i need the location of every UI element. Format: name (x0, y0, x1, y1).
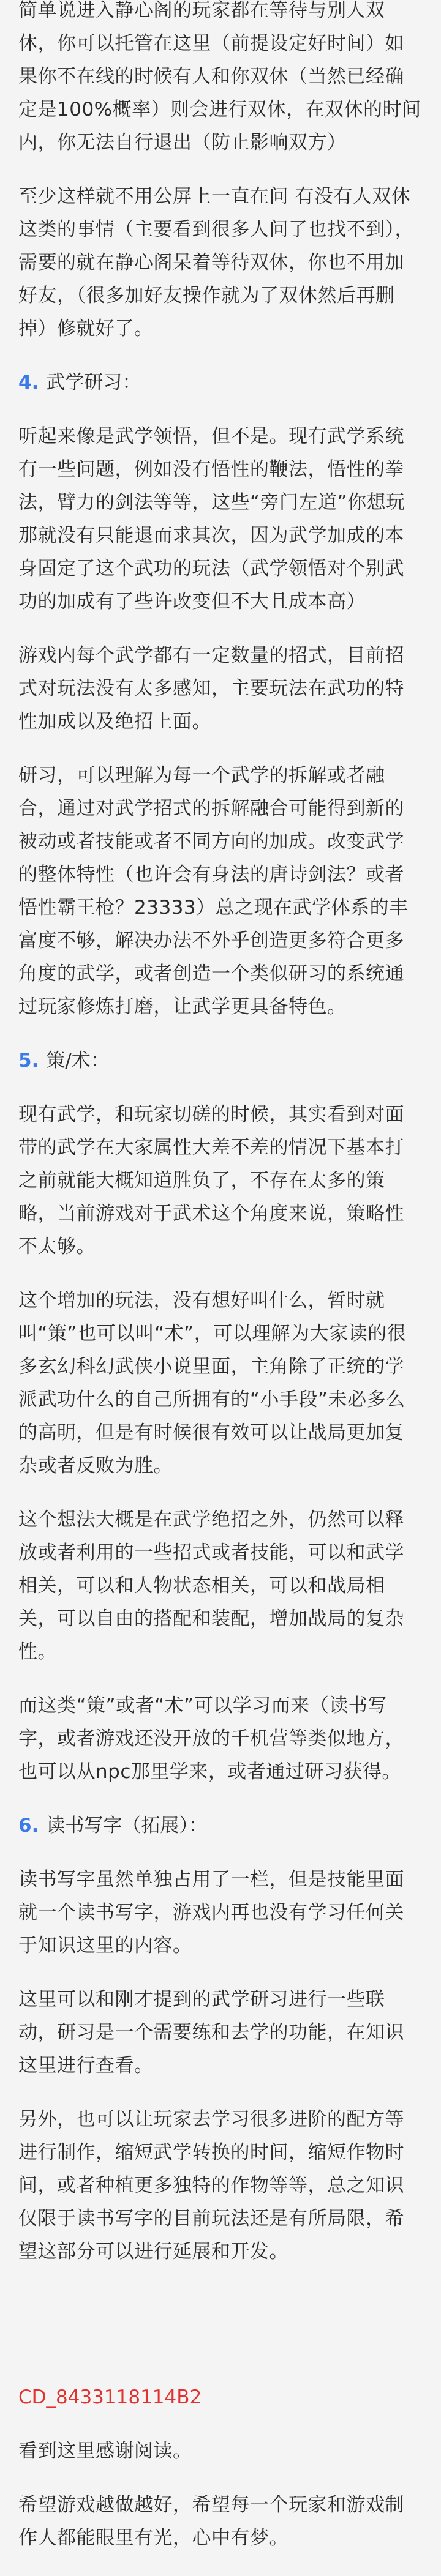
paragraph: 听起来像是武学领悟，但不是。现有武学系统有一些问题，例如没有悟性的鞭法，悟性的拳法，臂力的剑法等等，这些“旁门左道”你想玩那就没有只能退而求其次，因为武学加成的本身固定了这个武功的玩法（武学领悟对个别武功的加成有了些许改变但不大且成本高） (18, 425, 405, 613)
paragraph: 这里可以和刚才提到的武学研习进行一些联动，研习是一个需要练和去学的功能，在知识这里进行查看。 (18, 1988, 404, 2077)
section-number: 5. (18, 1050, 39, 1072)
blank-space (18, 2289, 423, 2381)
section-number: 6. (18, 1815, 39, 1837)
section-title: 读书写字（拓展）： (46, 1815, 208, 1837)
id-tag: CD_8433118114B2 (18, 2386, 202, 2408)
paragraph: 读书写字虽然单独占用了一栏，但是技能里面就一个读书写字，游戏内再也没有学习任何关于知识这里的内容。 (18, 1869, 404, 1957)
paragraph: 游戏内每个武学都有一定数量的招式，目前招式对玩法没有太多感知，主要玩法在武功的特性加成以及绝招上面。 (18, 644, 404, 733)
paragraph: 希望游戏越做越好，希望每一个玩家和游戏制作人都能眼里有光，心中有梦。 (18, 2494, 404, 2549)
paragraph: 这个增加的玩法，没有想好叫什么，暂时就叫“策”也可以叫“术”，可以理解为大家读的很多玄幻科幻武侠小说里面，主角除了正统的学派武功什么的自己所拥有的“小手段”未必多么的高明，但是有时候很有效可以让战局更加复杂或者反败为胜。 (18, 1290, 407, 1477)
section-title: 策/术： (46, 1050, 110, 1072)
paragraph: 现有武学，和玩家切磋的时候，其实看到对面带的武学在大家属性大差不差的情况下基本打之前就能大概知道胜负了，不存在太多的策略，当前游戏对于武术这个角度来说，策略性不太够。 (18, 1103, 404, 1258)
paragraph: 研习，可以理解为每一个武学的拆解或者融合，通过对武学招式的拆解融合可能得到新的被动或者技能或者不同方向的加成。改变武学的整体特性（也许会有身法的唐诗剑法？或者悟性霸王枪？23333）总之现在武学体系的丰富度不够，解决办法不外乎创造更多符合更多角度的武学，或者创造一个类似研习的系统通过玩家修炼打磨，让武学更具备特色。 (18, 764, 409, 1018)
paragraph: 看到这里感谢阅读。 (18, 2440, 192, 2462)
paragraph: 至少这样就不用公屏上一直在问 有没有人双休这类的事情（主要看到很多人问了也找不到），需要的就在静心阁呆着等待双休，你也不用加好友，（很多加好友操作就为了双休然后再删掉）修就好了。 (18, 185, 414, 340)
paragraph: 另外，也可以让玩家去学习很多进阶的配方等进行制作，缩短武学转换的时间，缩短作物时间，或者种植更多独特的作物等等，总之知识仅限于读书写字的目前玩法还是有所局限，希望这部分可以进行延展和开发。 (18, 2108, 404, 2263)
paragraph: 简单说进入静心阁的玩家都在等待与别人双休，你可以托管在这里（前提设定好时间）如果你不在线的时候有人和你双休（当然已经确定是100%概率）则会进行双休，在双休的时间内，你无法自行退出（防止影响双方） (18, 0, 421, 154)
section-heading-6 (18, 1809, 423, 1842)
paragraph: 而这类“策”或者“术”可以学习而来（读书写字，或者游戏还没开放的千机营等类似地方，也可以从npc那里学来，或者通过研习获得。 (18, 1695, 404, 1783)
section-number: 4. (18, 371, 39, 394)
paragraph: 这个想法大概是在武学绝招之外，仍然可以释放或者利用的一些招式或者技能，可以和武学相关，可以和人物状态相关，可以和战局相关，可以自由的搭配和装配，增加战局的复杂性。 (18, 1509, 404, 1663)
section-heading-5 (18, 1044, 423, 1077)
section-heading-4 (18, 366, 423, 399)
section-title: 武学研习： (46, 371, 141, 394)
